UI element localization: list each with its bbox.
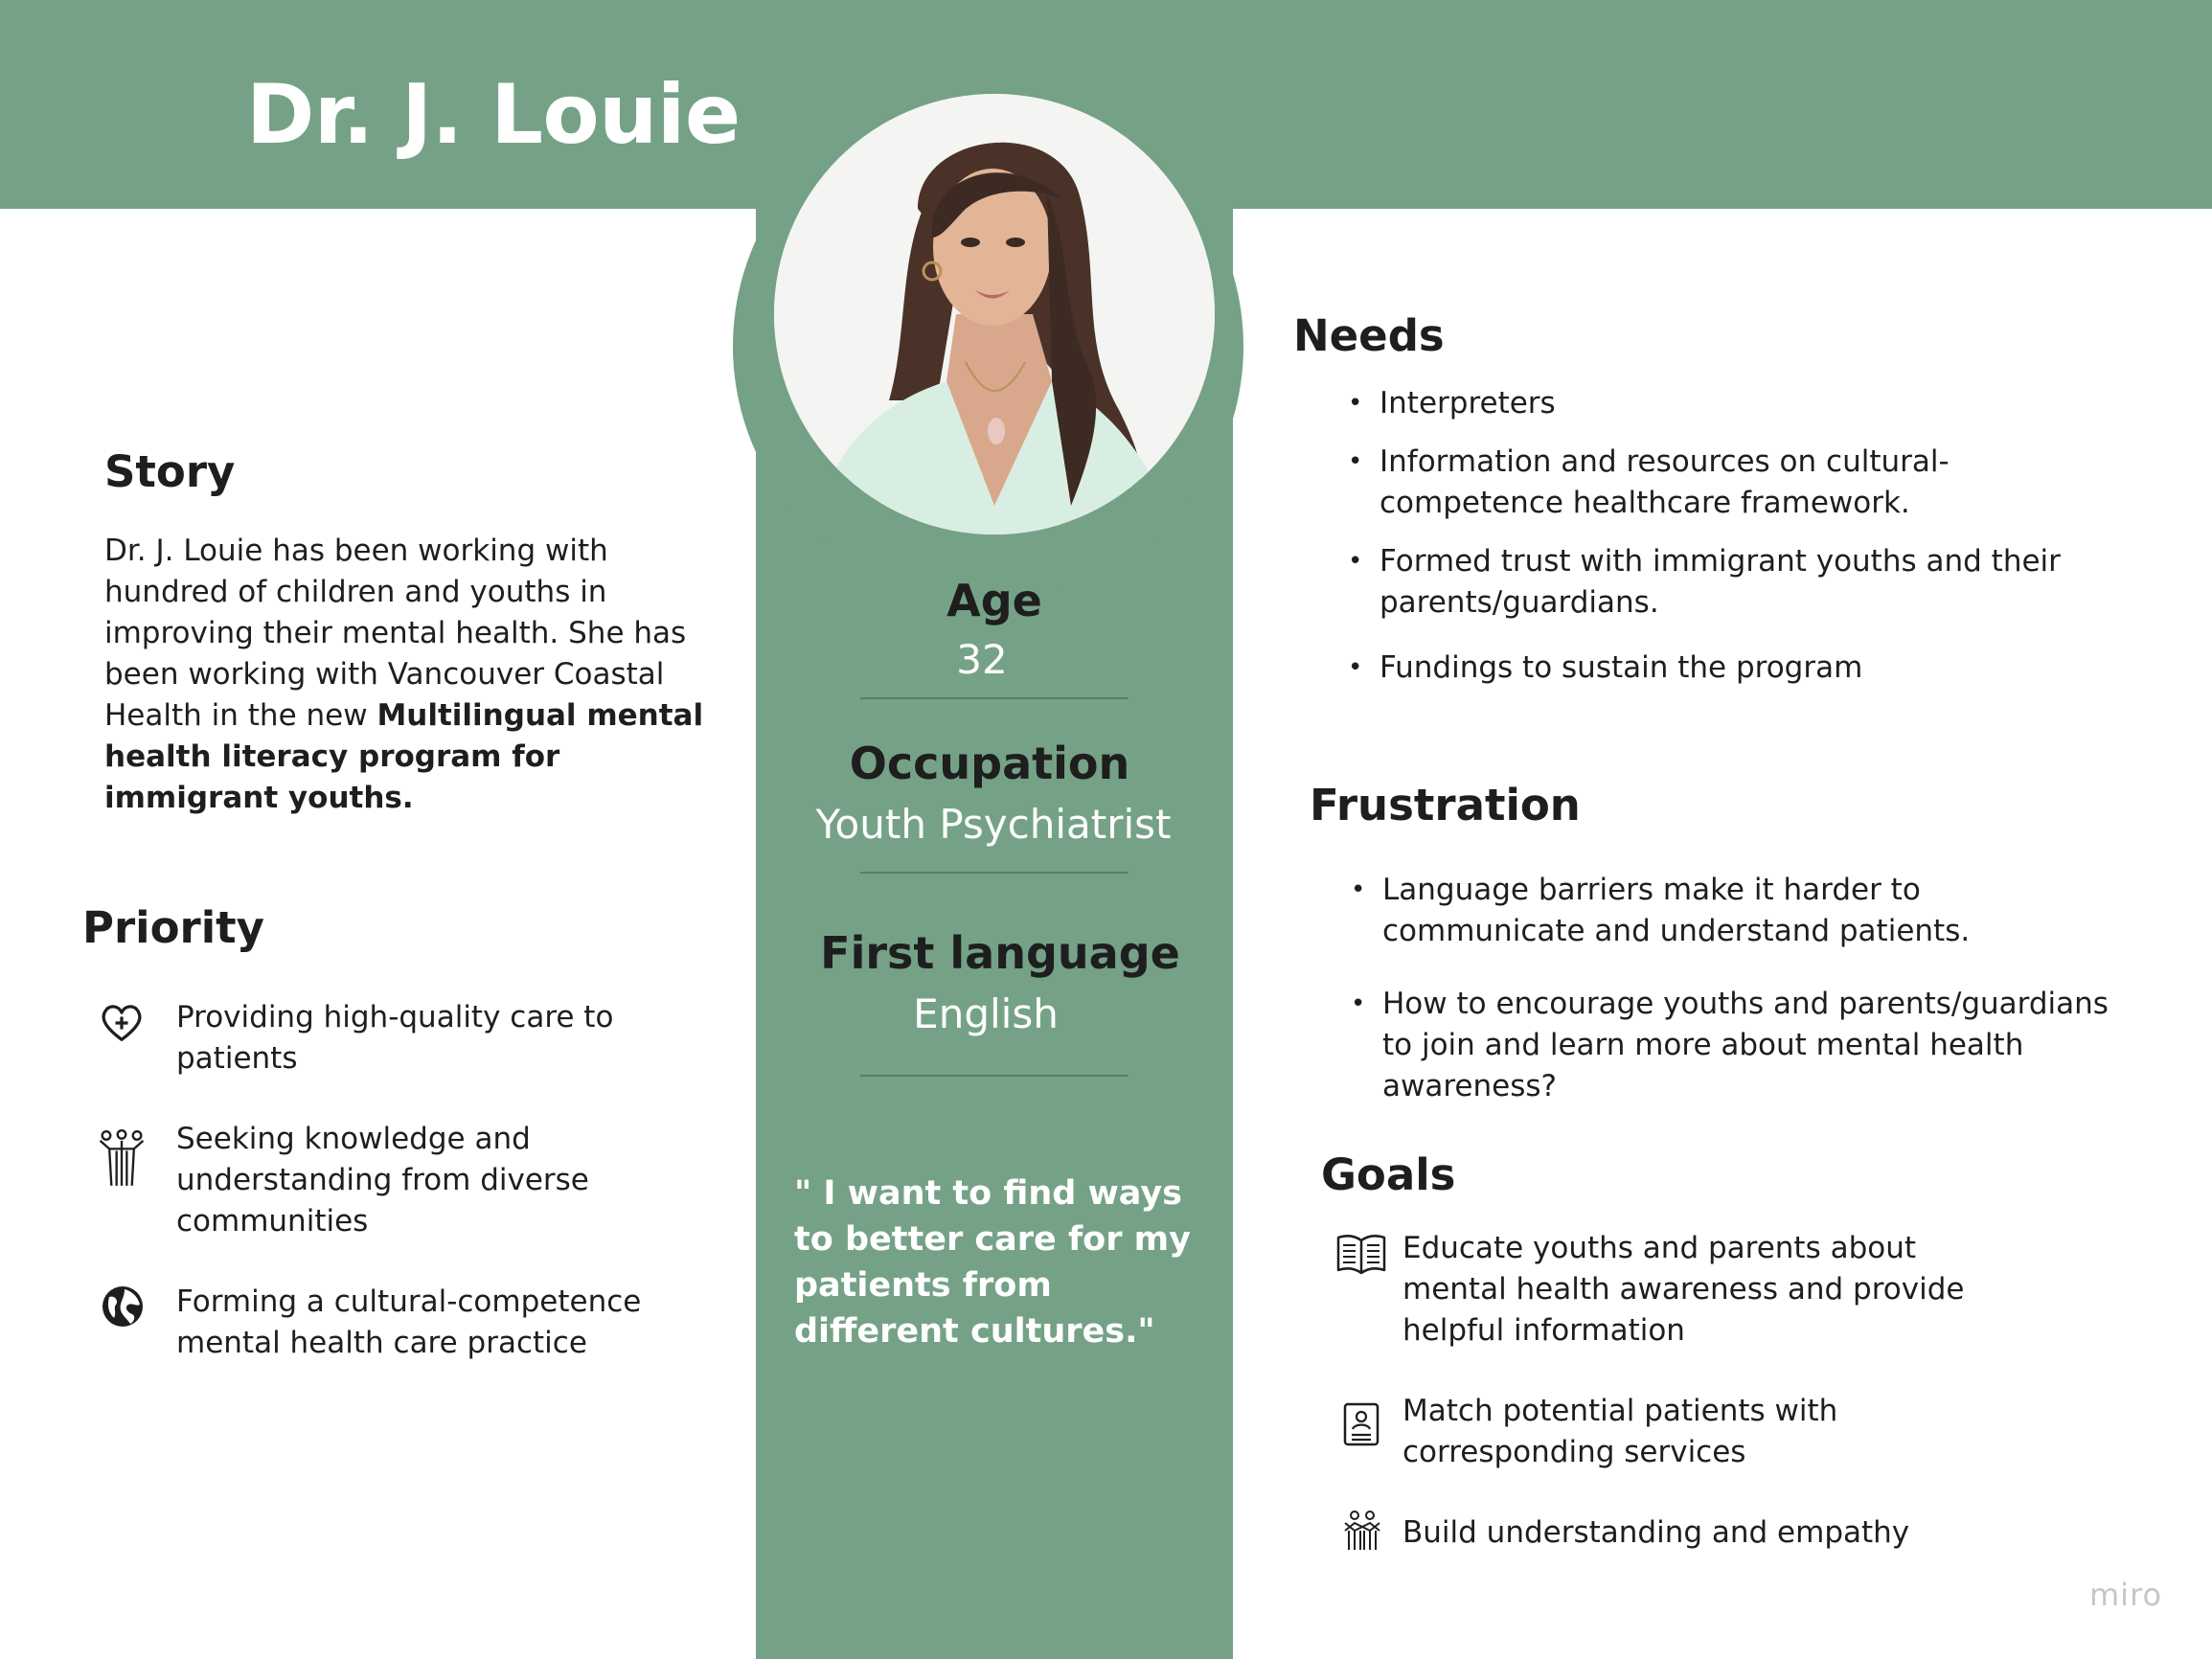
story-text-plain: Dr. J. Louie has been working with hundred of children and youths in improving their mental health. She has been working with Vancouver Coastal Health in the new [104, 534, 687, 733]
id-card-icon [1343, 1402, 1380, 1446]
miro-watermark: miro [2089, 1577, 2163, 1613]
divider [860, 697, 1129, 699]
occupation-label: Occupation [849, 738, 1130, 789]
first-language-label: First language [820, 927, 1180, 979]
list-item: • Interpreters [1348, 386, 1556, 420]
age-value: 32 [956, 636, 1008, 683]
first-language-value: English [913, 990, 1059, 1037]
people-hugging-icon [1343, 1510, 1381, 1552]
age-label: Age [946, 575, 1042, 626]
needs-heading: Needs [1293, 310, 1445, 361]
priority-item-text: Forming a cultural-competence mental health care practice [176, 1284, 642, 1360]
persona-quote: " I want to find ways to better care for my patients from different cultures." [794, 1174, 1191, 1351]
needs-list [1348, 383, 2108, 689]
goal-item-text: Build understanding and empathy [1402, 1515, 1910, 1550]
priority-item-text: Providing high-quality care to patients [176, 1000, 614, 1076]
divider [860, 1075, 1129, 1077]
story-heading: Story [104, 446, 236, 497]
priority-item-text: Seeking knowledge and understanding from diverse communities [176, 1122, 589, 1239]
story-text [104, 531, 708, 819]
list-item: • How to encourage youths and parents/guardians to join and learn more about mental health awareness? [1351, 987, 2109, 1103]
occupation-value: Youth Psychiatrist [815, 801, 1172, 848]
heart-plus-icon [97, 998, 147, 1048]
frustration-list [1351, 870, 2130, 1107]
open-book-icon [1335, 1232, 1387, 1276]
priority-heading: Priority [82, 902, 264, 953]
portrait-illustration [774, 94, 1215, 534]
story-text-bold: Multilingual mental health literacy program for immigrant youths. [104, 698, 704, 815]
persona-name: Dr. J. Louie [246, 67, 741, 163]
list-item: • Language barriers make it harder to communicate and understand patients. [1351, 873, 1971, 948]
list-item: • Fundings to sustain the program [1348, 650, 1863, 685]
list-item: • Formed trust with immigrant youths and their parents/guardians. [1348, 544, 2061, 620]
goal-item-text: Educate youths and parents about mental health awareness and provide helpful information [1402, 1231, 1965, 1348]
globe-icon [100, 1284, 146, 1329]
people-group-icon [97, 1128, 147, 1188]
list-item: • Information and resources on cultural-competence healthcare framework. [1348, 444, 1950, 520]
goal-item-text: Match potential patients with corresponding services [1402, 1394, 1838, 1469]
goals-heading: Goals [1321, 1149, 1456, 1200]
avatar [774, 94, 1215, 534]
divider [860, 872, 1129, 874]
frustration-heading: Frustration [1310, 780, 1581, 830]
